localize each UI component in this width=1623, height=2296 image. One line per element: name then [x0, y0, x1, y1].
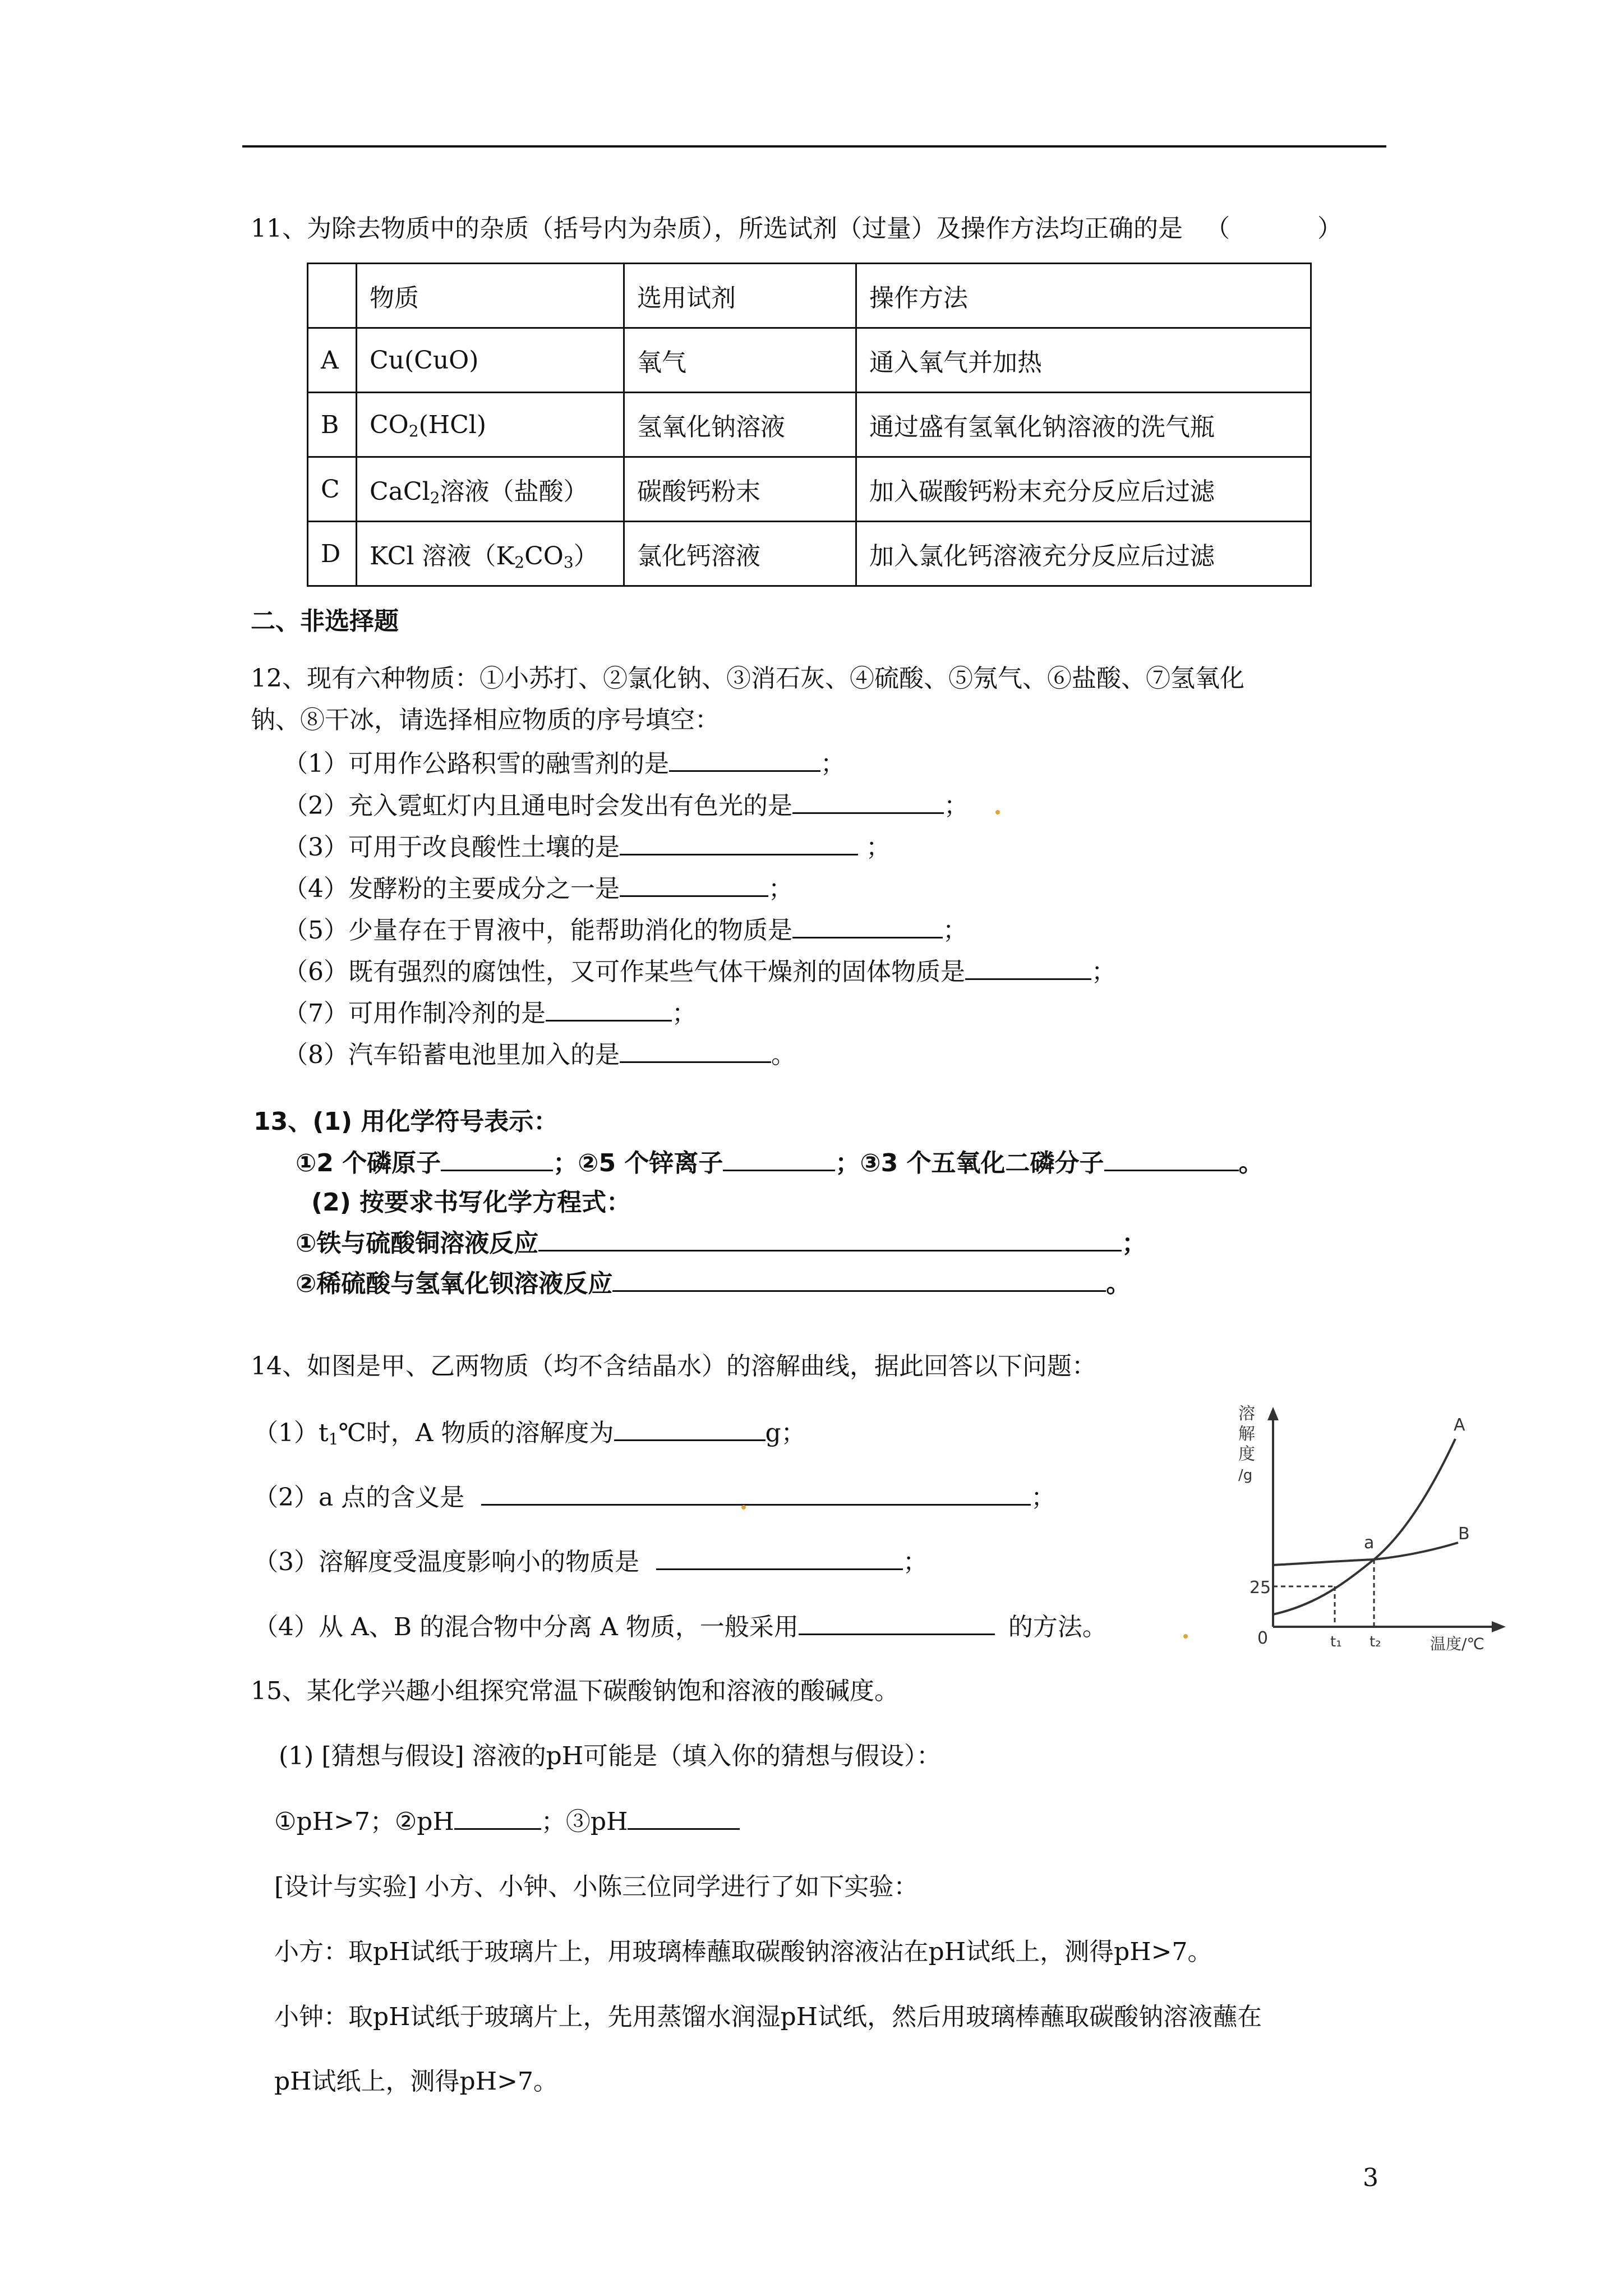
q12-stem-line1: 12、现有六种物质：①小苏打、②氯化钠、③消石灰、④硫酸、⑤氖气、⑥盐酸、⑦氢氧化 — [251, 664, 1244, 693]
scan-artifact — [741, 1505, 746, 1510]
answer-blank[interactable] — [481, 1481, 1031, 1506]
substance-cell: $CO_2(HCl)$ — [357, 393, 624, 457]
graph-origin: 0 — [1257, 1628, 1269, 1648]
answer-blank[interactable] — [614, 1417, 766, 1441]
q14-item-1: $(1)t_1℃$时，A 物质的溶解度为 g； — [253, 1417, 806, 1449]
table-row — [308, 264, 1311, 328]
q12-item-8: （8）汽车铅蓄电池里加入的是 。 — [283, 1039, 796, 1071]
method-cell: 加入氯化钙溶液充分反应后过滤 — [856, 522, 1311, 586]
point-a-label: a — [1364, 1533, 1375, 1553]
answer-blank[interactable] — [454, 1806, 541, 1830]
reagent-cell: 氧气 — [624, 328, 856, 393]
answer-blank[interactable] — [792, 914, 943, 938]
answer-blank[interactable] — [965, 956, 1091, 980]
option-key: A — [308, 328, 357, 393]
q13-line4: ①铁与硫酸铜溶液反应 ； — [296, 1227, 1146, 1259]
q12-item-2: （2）充入霓虹灯内且通电时会发出有色光的是 ； — [283, 790, 969, 822]
q14-item-2: （2）a 点的含义是 ； — [253, 1481, 1055, 1513]
q15-line5: 小钟：取pH试纸于玻璃片上，先用蒸馏水润湿pH试纸，然后用玻璃棒蘸取碳酸钠溶液蘸在 — [274, 2003, 1262, 2031]
y-axis-arrow — [1267, 1407, 1279, 1420]
answer-blank[interactable] — [612, 1268, 1106, 1292]
scan-artifact — [995, 810, 1000, 815]
q12-item-1: （1）可用作公路积雪的融雪剂的是 ； — [283, 748, 845, 780]
q15-line1: (1) [猜想与假设] 溶液的pH可能是（填入你的猜想与假设）： — [279, 1742, 942, 1770]
graph-ylabel-3: 度 — [1238, 1444, 1255, 1464]
answer-blank[interactable] — [620, 873, 768, 897]
graph-xlabel: 温度/℃ — [1430, 1635, 1484, 1653]
answer-blank[interactable] — [538, 1227, 1122, 1251]
table-row — [308, 393, 1311, 457]
substance-cell: CaCl$_2$溶液（盐酸） — [357, 457, 624, 522]
method-cell: 通过盛有氢氧化钠溶液的洗气瓶 — [856, 393, 1311, 457]
option-key: C — [308, 457, 357, 522]
substance-cell: Cu(CuO) — [357, 328, 624, 393]
curve-a-label: A — [1454, 1415, 1465, 1435]
q15-line3: [设计与实验] 小方、小钟、小陈三位同学进行了如下实验： — [274, 1872, 919, 1901]
q15-line4: 小方：取pH试纸于玻璃片上，用玻璃棒蘸取碳酸钠溶液沾在pH试纸上，测得pH>7。 — [274, 1938, 1212, 1966]
answer-blank[interactable] — [1104, 1147, 1239, 1171]
q13-line1: 13、(1) 用化学符号表示： — [253, 1107, 559, 1136]
scan-artifact — [1183, 1634, 1188, 1639]
graph-ylabel-1: 溶 — [1238, 1404, 1255, 1424]
q13-line2: ①2 个磷原子 ；②5 个锌离子 ；③3 个五氧化二磷分子 。 — [296, 1147, 1264, 1179]
reagent-cell: 氢氧化钠溶液 — [624, 393, 856, 457]
graph-ytick: 25 — [1249, 1578, 1271, 1598]
graph-xtick-t2: t₂ — [1370, 1634, 1381, 1650]
method-cell: 通入氧气并加热 — [856, 328, 1311, 393]
x-axis-arrow — [1492, 1621, 1506, 1632]
header-rule — [242, 145, 1386, 148]
q15-line2: ①pH>7；②pH ；③pH — [274, 1806, 740, 1838]
q12-item-5: （5）少量存在于胃液中，能帮助消化的物质是 ； — [283, 914, 967, 946]
table-header-cell — [308, 264, 357, 328]
answer-blank[interactable] — [546, 997, 672, 1022]
q12-stem-line2: 钠、⑧干冰，请选择相应物质的序号填空： — [251, 706, 720, 734]
reagent-cell: 碳酸钙粉末 — [624, 457, 856, 522]
answer-blank[interactable] — [620, 1039, 771, 1063]
table-row — [308, 522, 1311, 586]
q14-stem: 14、如图是甲、乙两物质（均不含结晶水）的溶解曲线，据此回答以下问题： — [251, 1352, 1096, 1381]
q15-stem: 15、某化学兴趣小组探究常温下碳酸钠饱和溶液的酸碱度。 — [251, 1677, 899, 1705]
answer-blank[interactable] — [441, 1147, 553, 1171]
table-header-cell: 操作方法 — [856, 264, 1311, 328]
q12-item-4: （4）发酵粉的主要成分之一是 ； — [283, 873, 793, 905]
curve-a — [1273, 1439, 1455, 1614]
answer-blank[interactable] — [628, 1806, 740, 1830]
q13-line5: ②稀硫酸与氢氧化钡溶液反应 。 — [296, 1268, 1131, 1300]
answer-blank[interactable] — [792, 790, 944, 814]
q12-item-6: （6）既有强烈的腐蚀性，又可作某些气体干燥剂的固体物质是 ； — [283, 956, 1116, 988]
q12-item-7: （7）可用作制冷剂的是 ； — [283, 997, 697, 1029]
substance-cell: KCl 溶液$(K_2CO_3)$ — [357, 522, 624, 586]
q15-line6: pH试纸上，测得pH>7。 — [274, 2067, 558, 2096]
answer-blank[interactable] — [669, 748, 820, 772]
method-cell: 加入碳酸钙粉末充分反应后过滤 — [856, 457, 1311, 522]
page-number: 3 — [1363, 2164, 1378, 2192]
q11-stem: 11、为除去物质中的杂质（括号内为杂质），所选试剂（过量）及操作方法均正确的是 （ ） — [251, 214, 1345, 243]
option-key: B — [308, 393, 357, 457]
table-row — [308, 457, 1311, 522]
table-header-cell: 选用试剂 — [624, 264, 856, 328]
curve-b-label: B — [1458, 1524, 1470, 1544]
graph-xtick-t1: t₁ — [1330, 1634, 1342, 1650]
answer-blank[interactable] — [723, 1147, 835, 1171]
q11-options-table — [307, 263, 1312, 587]
table-header-cell: 物质 — [357, 264, 624, 328]
answer-blank[interactable] — [656, 1546, 903, 1570]
graph-ylabel-2: 解 — [1238, 1424, 1255, 1444]
answer-blank[interactable] — [620, 831, 858, 855]
reagent-cell: 氯化钙溶液 — [624, 522, 856, 586]
q14-item-4: （4）从 A、B 的混合物中分离 A 物质，一般采用 的方法。 — [253, 1611, 1107, 1643]
option-key: D — [308, 522, 357, 586]
solubility-graph — [1217, 1397, 1520, 1677]
q12-item-3: （3）可用于改良酸性土壤的是 ； — [283, 831, 891, 863]
answer-blank[interactable] — [799, 1611, 995, 1635]
section-title: 二、非选择题 — [251, 607, 399, 636]
q14-item-3: （3）溶解度受温度影响小的物质是 ； — [253, 1546, 928, 1578]
q13-line3: (2) 按要求书写化学方程式： — [311, 1188, 631, 1217]
graph-ylabel-4: /g — [1238, 1467, 1253, 1484]
table-row — [308, 328, 1311, 393]
